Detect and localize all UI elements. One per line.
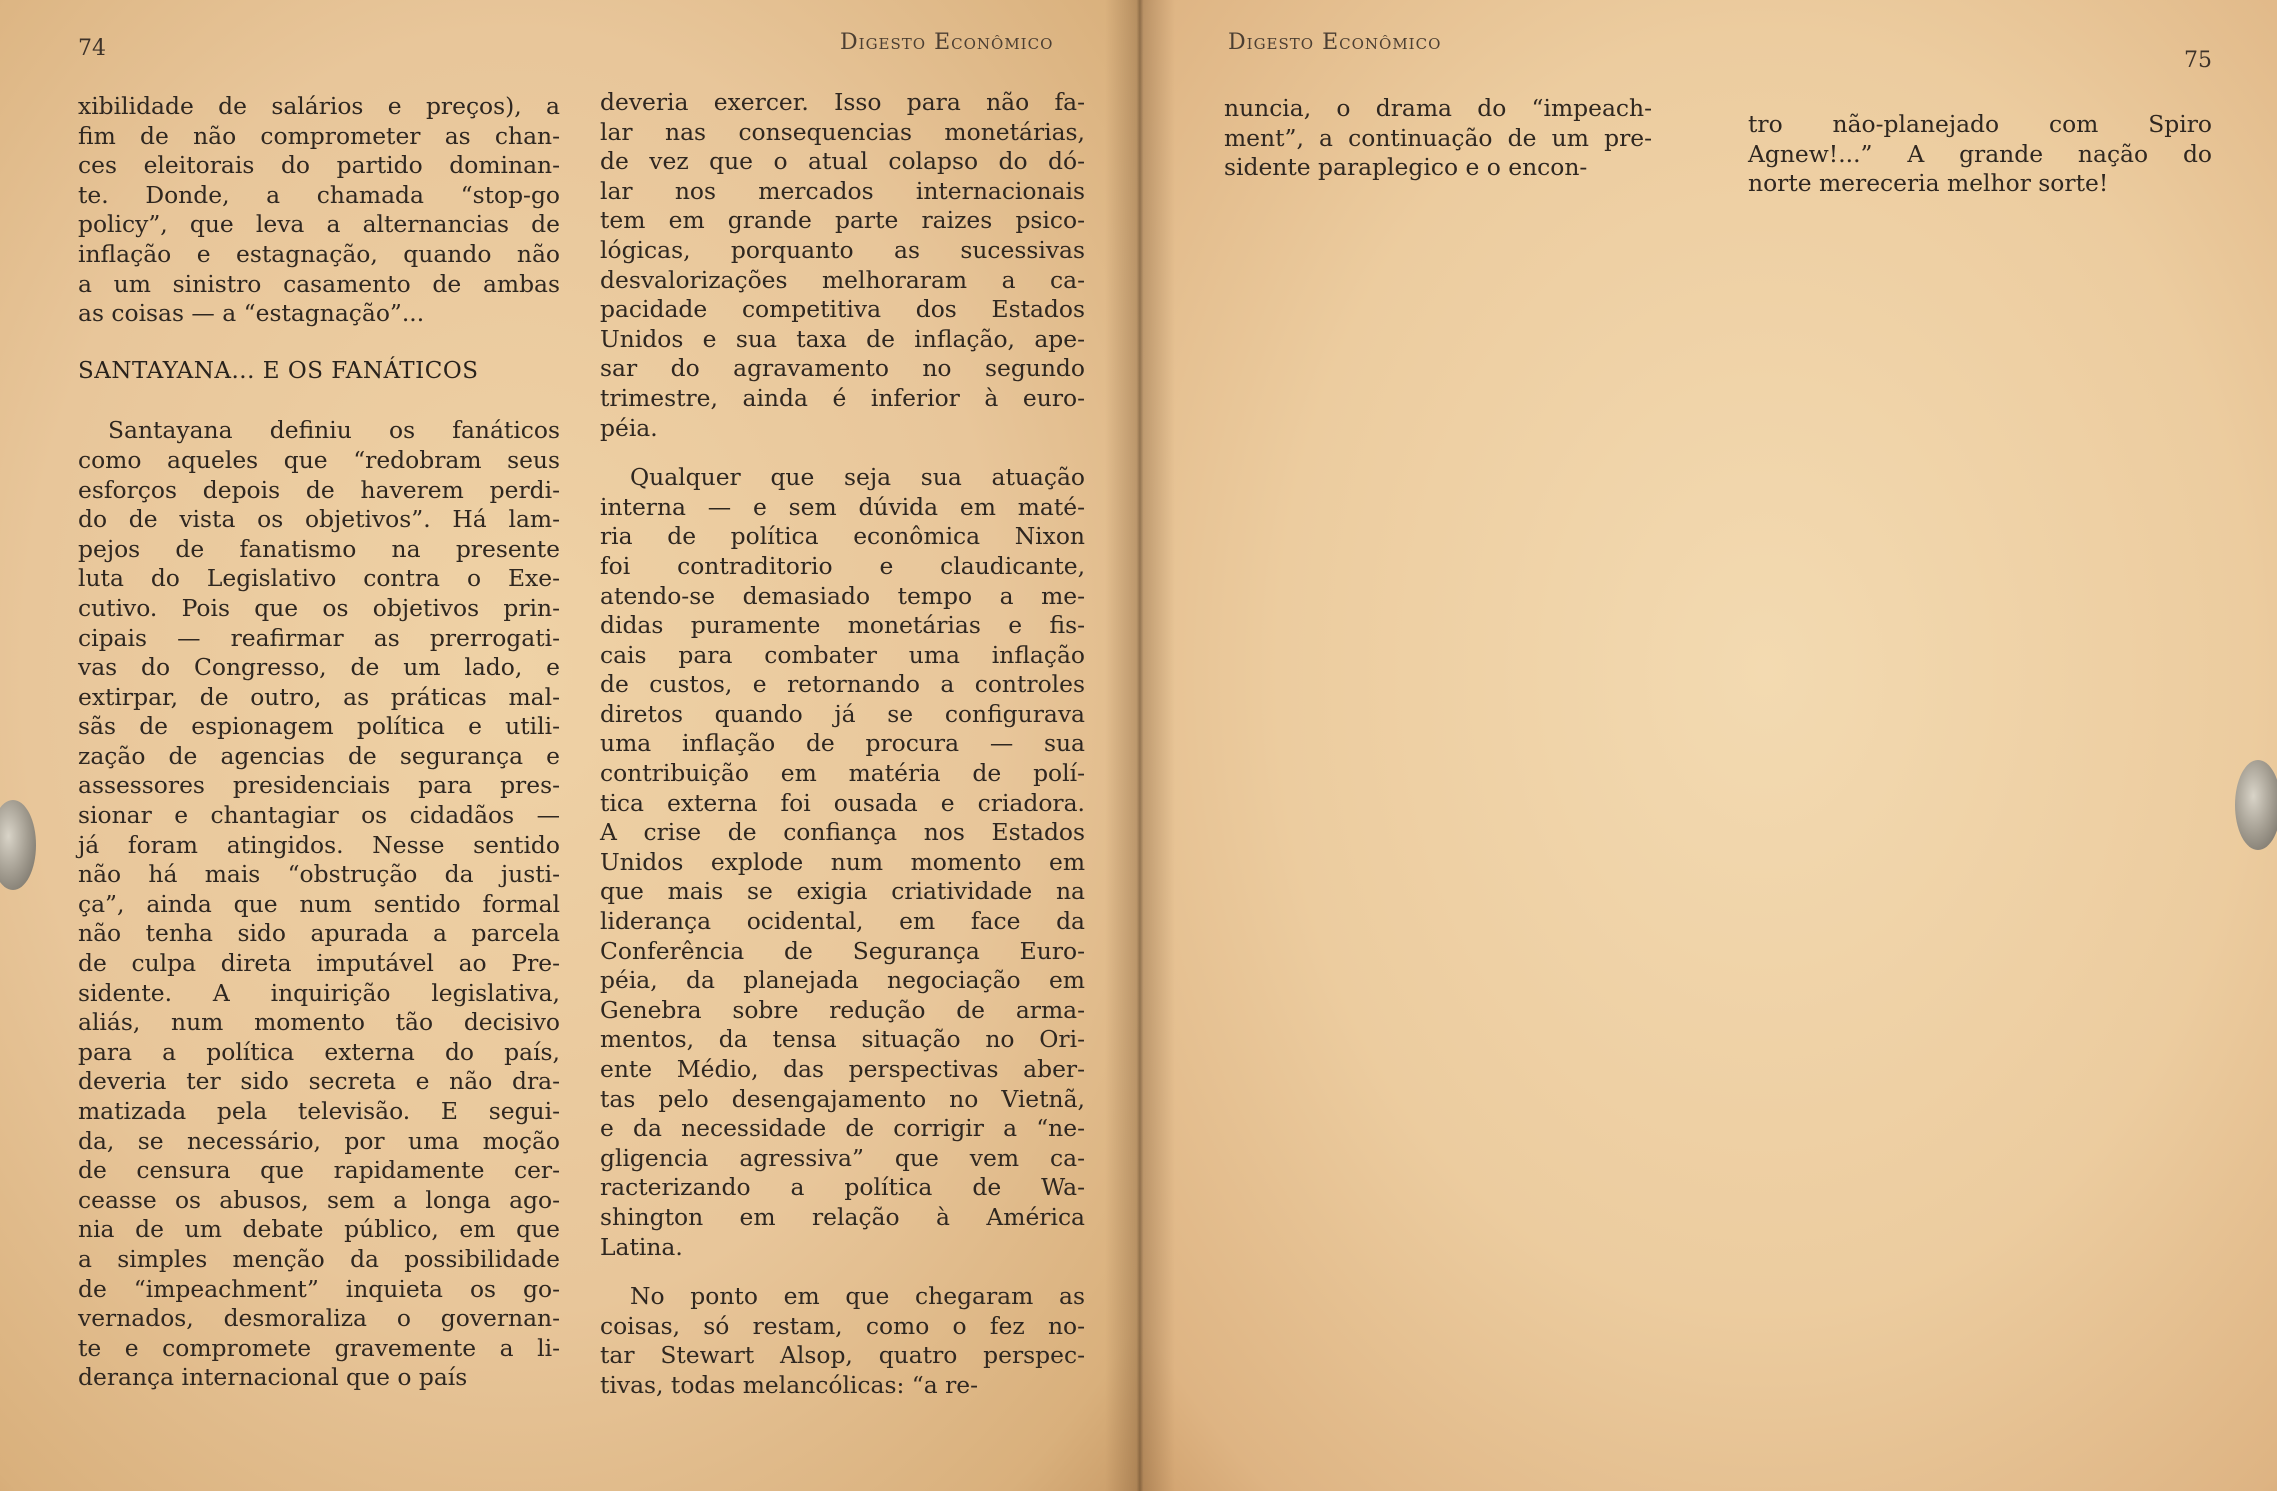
text-line: sidente. A inquirição legislativa, — [78, 978, 560, 1007]
text-line: tem em grande parte raizes psico- — [600, 206, 1085, 235]
paragraph — [600, 1282, 1085, 1400]
text-line: derança internacional que o país — [78, 1363, 468, 1392]
text-line: sionar e chantagiar os cidadãos — — [78, 801, 560, 830]
paragraph — [600, 88, 1085, 443]
right-page — [1140, 0, 2277, 1491]
text-line: inflação e estagnação, quando não — [78, 239, 560, 268]
thumb-tab-right — [2235, 760, 2277, 850]
text-line: não há mais “obstrução da justi- — [78, 860, 560, 889]
text-line: contribuição em matéria de polí- — [600, 759, 1085, 788]
text-line: gligencia agressiva” que vem ca- — [600, 1143, 1085, 1172]
text-line: pejos de fanatismo na presente — [78, 534, 560, 563]
text-line: xibilidade de salários e preços), a — [78, 92, 560, 120]
text-line: interna — e sem dúvida em maté- — [600, 492, 1085, 521]
text-line: esforços depois de haverem perdi- — [78, 475, 560, 504]
text-line: mentos, da tensa situação no Ori- — [600, 1025, 1085, 1054]
text-line: matizada pela televisão. E segui- — [78, 1097, 560, 1125]
text-line: de custos, e retornando a controles — [600, 670, 1085, 699]
text-line: No ponto em que chegaram as — [630, 1282, 1085, 1311]
text-line: e da necessidade de corrigir a “ne- — [600, 1114, 1085, 1143]
text-line: te. Donde, a chamada “stop-go — [78, 180, 560, 209]
text-line: péia. — [600, 413, 658, 442]
text-line: aliás, num momento tão decisivo — [78, 1008, 560, 1037]
text-line: didas puramente monetárias e fis- — [600, 611, 1085, 640]
text-line: ria de política econômica Nixon — [600, 522, 1085, 551]
text-line: a um sinistro casamento de ambas — [78, 269, 560, 298]
text-line: tro não-planejado com Spiro — [1748, 110, 2212, 138]
text-line: desvalorizações melhoraram a ca- — [600, 265, 1085, 294]
text-line: de vez que o atual colapso do dó- — [600, 147, 1085, 176]
text-line: cipais — reafirmar as prerrogati- — [78, 623, 560, 652]
text-line: Agnew!...” A grande nação do — [1748, 139, 2212, 168]
text-line: cais para combater uma inflação — [600, 640, 1085, 669]
text-line: sar do agravamento no segundo — [600, 354, 1085, 383]
text-line: não tenha sido apurada a parcela — [78, 919, 560, 948]
paragraph — [600, 463, 1085, 1262]
text-line: zação de agencias de segurança e — [78, 741, 560, 770]
text-line: te e compromete gravemente a li- — [78, 1333, 560, 1362]
text-line: de culpa direta imputável ao Pre- — [78, 949, 560, 978]
page-number-right: 75 — [2184, 48, 2212, 73]
right-column-1 — [1224, 94, 1652, 183]
text-line: Unidos explode num momento em — [600, 847, 1085, 876]
right-column-2 — [1748, 110, 2212, 199]
text-line: vernados, desmoraliza o governan- — [78, 1304, 560, 1333]
text-line: lar nas consequencias monetárias, — [600, 117, 1085, 146]
running-header-left: Digesto Econômico — [840, 30, 1054, 55]
text-line: tica externa foi ousada e criadora. — [600, 788, 1085, 817]
paragraph — [1748, 110, 2212, 199]
text-line: pacidade competitiva dos Estados — [600, 295, 1085, 324]
text-line: racterizando a política de Wa- — [600, 1173, 1085, 1202]
text-line: Qualquer que seja sua atuação — [630, 463, 1085, 492]
text-line: da, se necessário, por uma moção — [78, 1126, 560, 1155]
text-line: liderança ocidental, em face da — [600, 907, 1085, 936]
text-line: nuncia, o drama do “impeach- — [1224, 94, 1652, 122]
text-line: tivas, todas melancólicas: “a re- — [600, 1370, 979, 1399]
text-line: do de vista os objetivos”. Há lam- — [78, 505, 560, 534]
text-line: cutivo. Pois que os objetivos prin- — [78, 593, 560, 622]
text-line: sãs de espionagem política e utili- — [78, 712, 560, 741]
text-line: sidente paraplegico e o encon- — [1224, 153, 1588, 182]
text-line: lógicas, porquanto as sucessivas — [600, 235, 1085, 264]
left-column-1 — [78, 92, 560, 1393]
text-line: deveria ter sido secreta e não dra- — [78, 1067, 560, 1096]
text-line: coisas, só restam, como o fez no- — [600, 1311, 1085, 1340]
text-line: foi contraditorio e claudicante, — [600, 551, 1085, 580]
text-line: policy”, que leva a alternancias de — [78, 210, 560, 239]
text-line: lar nos mercados internacionais — [600, 176, 1085, 205]
text-line: que mais se exigia criatividade na — [600, 877, 1085, 906]
text-line: Latina. — [600, 1232, 683, 1261]
text-line: fim de não comprometer as chan- — [78, 121, 560, 150]
running-header-right: Digesto Econômico — [1228, 30, 1442, 55]
text-line: de “impeachment” inquieta os go- — [78, 1274, 560, 1303]
text-line: para a política externa do país, — [78, 1037, 560, 1066]
text-line: deveria exercer. Isso para não fa- — [600, 88, 1085, 116]
text-line: extirpar, de outro, as práticas mal- — [78, 682, 560, 711]
section-heading: SANTAYANA... E OS FANÁTICOS — [78, 357, 479, 384]
text-line: Unidos e sua taxa de inflação, ape- — [600, 324, 1085, 353]
text-line: ceasse os abusos, sem a longa ago- — [78, 1185, 560, 1214]
paragraph — [78, 416, 560, 1393]
paragraph — [78, 92, 560, 329]
paragraph — [1224, 94, 1652, 183]
text-line: ces eleitorais do partido dominan- — [78, 151, 560, 180]
text-line: trimestre, ainda é inferior à euro- — [600, 383, 1085, 412]
page-number-left: 74 — [78, 36, 106, 61]
text-line: Genebra sobre redução de arma- — [600, 995, 1085, 1024]
text-line: diretos quando já se configurava — [600, 699, 1085, 728]
text-line: de censura que rapidamente cer- — [78, 1156, 560, 1185]
left-column-2 — [600, 88, 1085, 1401]
text-line: luta do Legislativo contra o Exe- — [78, 564, 560, 593]
text-line: já foram atingidos. Nesse sentido — [78, 830, 560, 859]
text-line: assessores presidenciais para pres- — [78, 771, 560, 800]
thumb-tab-left — [0, 800, 36, 890]
text-line: ça”, ainda que num sentido formal — [78, 889, 560, 918]
text-line: péia, da planejada negociação em — [600, 966, 1085, 995]
text-line: ment”, a continuação de um pre- — [1224, 123, 1652, 152]
text-line: vas do Congresso, de um lado, e — [78, 653, 560, 682]
text-line: uma inflação de procura — sua — [600, 729, 1085, 758]
text-line: A crise de confiança nos Estados — [600, 818, 1085, 847]
text-line: tar Stewart Alsop, quatro perspec- — [600, 1341, 1085, 1370]
text-line: as coisas — a “estagnação”... — [78, 299, 425, 328]
text-line: atendo-se demasiado tempo a me- — [600, 581, 1085, 610]
text-line: a simples menção da possibilidade — [78, 1244, 560, 1273]
text-line: tas pelo desengajamento no Vietnã, — [600, 1084, 1085, 1113]
text-line: norte mereceria melhor sorte! — [1748, 169, 2109, 198]
text-line: nia de um debate público, em que — [78, 1215, 560, 1244]
text-line: Conferência de Segurança Euro- — [600, 936, 1085, 965]
text-line: como aqueles que “redobram seus — [78, 445, 560, 474]
text-line: shington em relação à América — [600, 1202, 1085, 1231]
text-line: Santayana definiu os fanáticos — [108, 416, 560, 445]
text-line: ente Médio, das perspectivas aber- — [600, 1055, 1085, 1083]
